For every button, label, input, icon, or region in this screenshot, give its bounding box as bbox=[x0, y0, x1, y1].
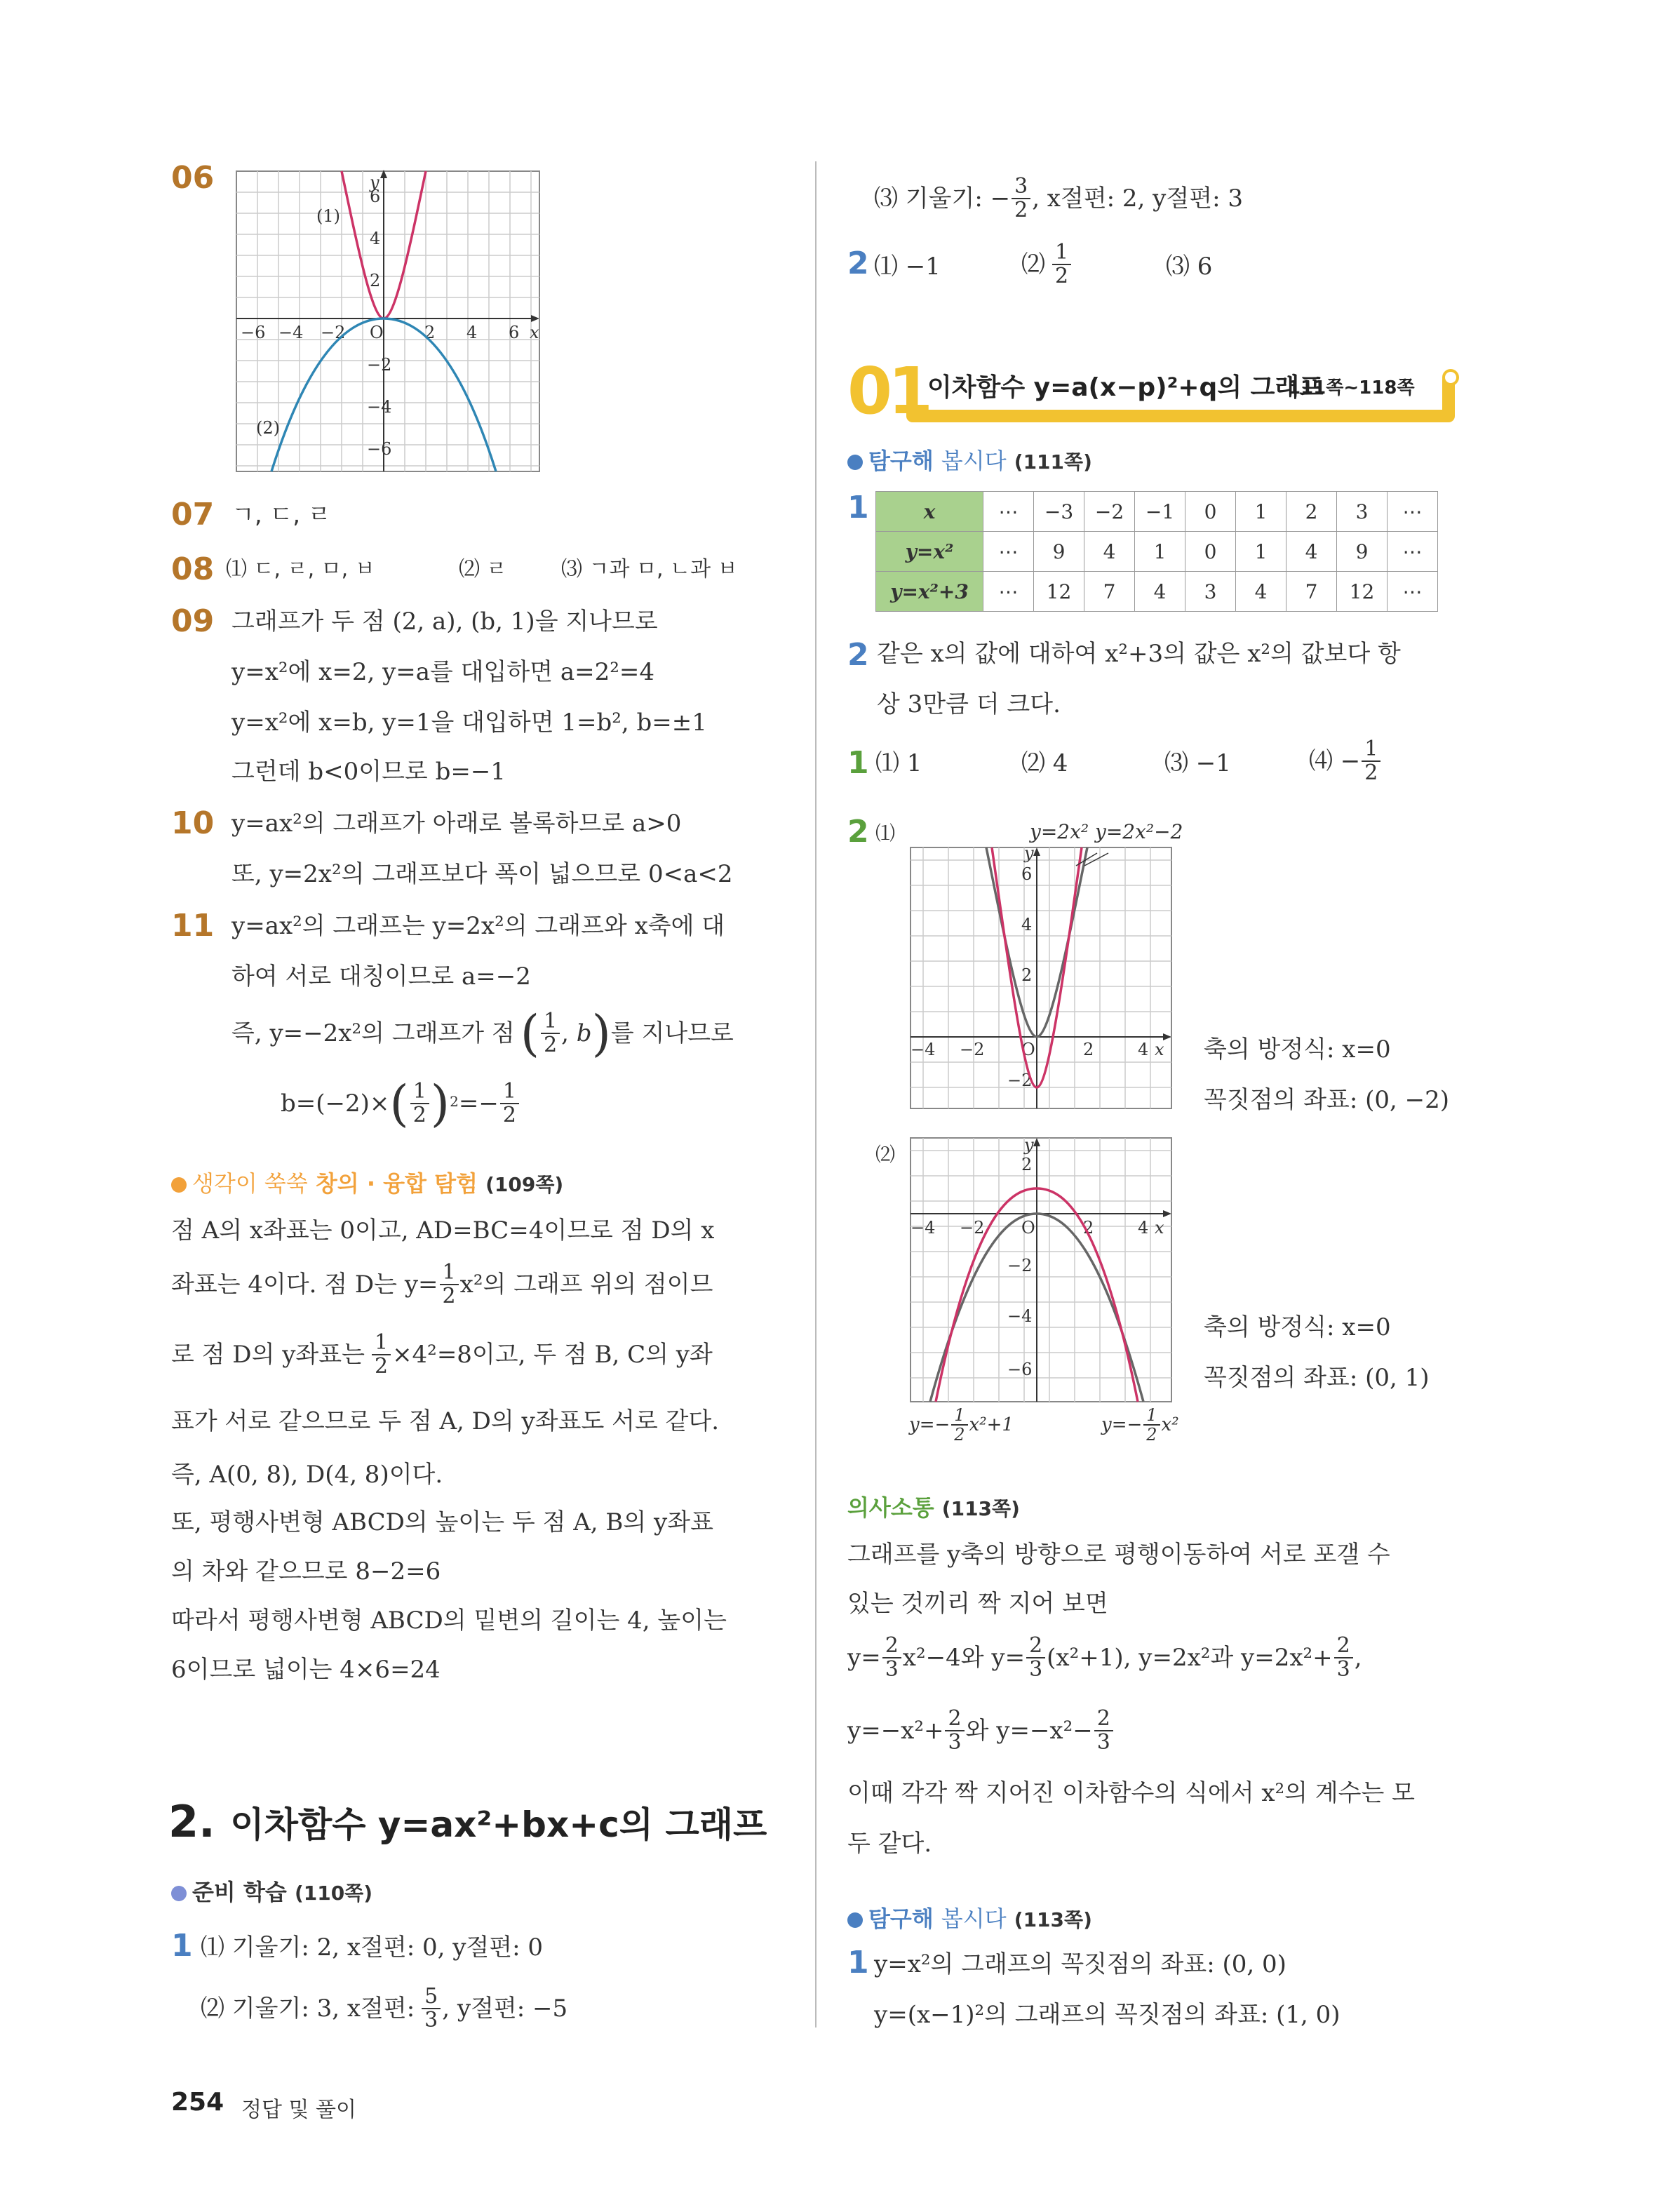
table-cell: ⋯ bbox=[1388, 572, 1438, 612]
ex2-graph2 bbox=[909, 1137, 1176, 1403]
explore2-line2: y=(x−1)²의 그래프의 꼭짓점의 좌표: (1, 0) bbox=[874, 2001, 1341, 2029]
q07-answer: ㄱ, ㄷ, ㄹ bbox=[231, 501, 331, 529]
svg-text:x: x bbox=[1155, 1218, 1164, 1238]
svg-text:2: 2 bbox=[1021, 965, 1033, 985]
table-cell: 4 bbox=[1236, 572, 1286, 612]
svg-text:−6: −6 bbox=[367, 439, 392, 459]
explore2-line1: y=x²의 그래프의 꼭짓점의 좌표: (0, 0) bbox=[874, 1950, 1286, 1978]
table-row bbox=[876, 572, 1438, 612]
table-cell: 1 bbox=[1135, 532, 1185, 572]
table-cell: 12 bbox=[1034, 572, 1084, 612]
table-cell: 1 bbox=[1236, 492, 1286, 532]
svg-text:2: 2 bbox=[424, 323, 436, 342]
q11-number: 11 bbox=[171, 908, 215, 944]
creative-title: 생각이 쑥쑥 창의 · 융합 탐험 (109쪽) bbox=[171, 1166, 563, 1198]
fraction-one-half: $\frac{1}{2}$ bbox=[410, 1080, 429, 1127]
q10-line2: 또, y=2x²의 그래프보다 폭이 넓으므로 0<a<2 bbox=[231, 860, 733, 888]
svg-text:y: y bbox=[1024, 1137, 1034, 1155]
table-cell: 9 bbox=[1034, 532, 1084, 572]
q06-number: 06 bbox=[171, 160, 215, 196]
comm-line6: 두 같다. bbox=[847, 1830, 932, 1858]
unit-pages: 111쪽~118쪽 bbox=[1288, 377, 1415, 398]
ex1-c: ⑶ −1 bbox=[1164, 749, 1231, 777]
table-cell: ⋯ bbox=[983, 532, 1034, 572]
svg-text:4: 4 bbox=[1138, 1040, 1149, 1059]
footer-page-number: 254 bbox=[171, 2088, 224, 2117]
table-cell: 7 bbox=[1084, 572, 1135, 612]
svg-text:−2: −2 bbox=[960, 1040, 985, 1059]
prep-title: 준비 학습 (110쪽) bbox=[171, 1875, 372, 1907]
svg-text:−4: −4 bbox=[278, 323, 304, 342]
table-cell: 0 bbox=[1185, 492, 1236, 532]
svg-text:(1): (1) bbox=[316, 206, 340, 226]
table-cell: 2 bbox=[1286, 492, 1337, 532]
svg-text:y: y bbox=[370, 173, 379, 192]
q09-line2: y=x²에 x=2, y=a를 대입하면 a=2²=4 bbox=[231, 658, 655, 686]
svg-text:−2: −2 bbox=[1007, 1071, 1033, 1090]
q09-number: 09 bbox=[171, 603, 215, 639]
q10-line1: y=ax²의 그래프가 아래로 볼록하므로 a>0 bbox=[231, 810, 682, 838]
svg-text:−2: −2 bbox=[367, 355, 392, 375]
fraction-five-thirds: $\frac{5}{3}$ bbox=[422, 1985, 441, 2032]
fraction-two-thirds: $\frac{2}{3}$ bbox=[1334, 1635, 1353, 1681]
fraction-one-half: $\frac{1}{2}$ bbox=[541, 1010, 560, 1057]
q09-line3: y=x²에 x=b, y=1을 대입하면 1=b², b=±1 bbox=[231, 709, 707, 737]
explore1-q1-number: 1 bbox=[847, 490, 869, 525]
table-cell: 3 bbox=[1185, 572, 1236, 612]
svg-text:4: 4 bbox=[466, 323, 478, 342]
fraction-one-half: $\frac{1}{2}$ bbox=[440, 1261, 459, 1308]
fraction-two-thirds: $\frac{2}{3}$ bbox=[882, 1635, 901, 1681]
ex2-number: 2 bbox=[847, 814, 869, 850]
svg-text:6: 6 bbox=[509, 323, 520, 342]
prep-q2-number: 2 bbox=[847, 246, 869, 281]
creative-line4: 표가 서로 같으므로 두 점 A, D의 y좌표도 서로 같다. bbox=[171, 1407, 720, 1435]
ex2-graph1-axis: 축의 방정식: x=0 bbox=[1204, 1035, 1391, 1064]
q11-line4: b=(−2)× ( $\frac{1}{2}$ ) 2 =− $\frac{1}{2}$ bbox=[281, 1080, 520, 1127]
explore1-title: 탐구해 봅시다 (111쪽) bbox=[847, 443, 1092, 476]
ex2-graph1 bbox=[909, 846, 1176, 1113]
prep-number: 1 bbox=[171, 1928, 193, 1964]
fraction-one-half: $\frac{1}{2}$ bbox=[951, 1406, 967, 1444]
svg-text:(2): (2) bbox=[256, 418, 280, 438]
prep-part1: ⑴ 기울기: 2, x절편: 0, y절편: 0 bbox=[201, 1933, 544, 1962]
prep-q2-c: ⑶ 6 bbox=[1166, 253, 1213, 281]
svg-text:−6: −6 bbox=[1007, 1360, 1033, 1379]
svg-text:O: O bbox=[370, 323, 384, 342]
explore1-q2-line2: 상 3만큼 더 크다. bbox=[877, 690, 1061, 718]
column-divider bbox=[815, 161, 817, 2027]
svg-text:−2: −2 bbox=[321, 323, 346, 342]
ex1-b: ⑵ 4 bbox=[1021, 749, 1068, 777]
ex2-part2-label: ⑵ bbox=[875, 1143, 896, 1166]
svg-text:−4: −4 bbox=[367, 397, 392, 417]
ex2-graph2-vertex: 꼭짓점의 좌표: (0, 1) bbox=[1204, 1364, 1430, 1392]
prep-q2-b: ⑵ $\frac{1}{2}$ bbox=[1021, 241, 1073, 288]
banner-underline bbox=[906, 410, 1453, 422]
table-cell: −3 bbox=[1034, 492, 1084, 532]
svg-text:x: x bbox=[530, 323, 539, 342]
table-row-header: y=x² bbox=[876, 532, 983, 572]
table-cell: 3 bbox=[1337, 492, 1388, 532]
table-cell: 12 bbox=[1337, 572, 1388, 612]
fraction-one-half: $\frac{1}{2}$ bbox=[1143, 1406, 1160, 1444]
svg-text:−6: −6 bbox=[241, 323, 266, 342]
svg-text:2: 2 bbox=[1083, 1040, 1094, 1059]
table-cell: −1 bbox=[1135, 492, 1185, 532]
ex2-graph2-axis: 축의 방정식: x=0 bbox=[1204, 1313, 1391, 1341]
creative-line2: 좌표는 4이다. 점 D는 y= $\frac{1}{2}$ x²의 그래프 위의 점이므 bbox=[171, 1260, 713, 1308]
fraction-two-thirds: $\frac{2}{3}$ bbox=[1094, 1708, 1113, 1754]
q08-part3: ⑶ ㄱ과 ㅁ, ㄴ과 ㅂ bbox=[561, 557, 738, 582]
svg-text:O: O bbox=[1021, 1040, 1035, 1059]
svg-text:2: 2 bbox=[1021, 1155, 1033, 1174]
svg-text:O: O bbox=[1021, 1218, 1035, 1238]
section-2-heading: 2. 이차함수 y=ax²+bx+c의 그래프 bbox=[168, 1796, 767, 1847]
ex2-graph2-label-left: y=− $\frac{1}{2}$ x²+1 bbox=[909, 1405, 1014, 1444]
table-row bbox=[876, 492, 1438, 532]
table-cell: 1 bbox=[1236, 532, 1286, 572]
svg-text:4: 4 bbox=[1138, 1218, 1149, 1238]
table-cell: 4 bbox=[1084, 532, 1135, 572]
ex2-graph2-label-right: y=− $\frac{1}{2}$ x² bbox=[1101, 1405, 1179, 1444]
q11-line2: 하여 서로 대칭이므로 a=−2 bbox=[231, 963, 531, 991]
prep-q2-a: ⑴ −1 bbox=[874, 253, 941, 281]
graph-frame bbox=[236, 171, 539, 471]
creative-line1: 점 A의 x좌표는 0이고, AD=BC=4이므로 점 D의 x bbox=[171, 1216, 715, 1245]
svg-text:4: 4 bbox=[370, 229, 381, 248]
svg-text:4: 4 bbox=[1021, 915, 1033, 934]
ex2-graph1-vertex: 꼭짓점의 좌표: (0, −2) bbox=[1204, 1086, 1450, 1114]
creative-line8: 따라서 평행사변형 ABCD의 밑변의 길이는 4, 높이는 bbox=[171, 1607, 727, 1635]
comm-title: 의사소통 (113쪽) bbox=[847, 1494, 1020, 1521]
ex2-part1-label: ⑴ bbox=[875, 822, 896, 845]
svg-text:2: 2 bbox=[1083, 1218, 1094, 1238]
q10-number: 10 bbox=[171, 805, 215, 841]
svg-text:6: 6 bbox=[1021, 864, 1033, 884]
q08-number: 08 bbox=[171, 551, 215, 587]
unit-title: 이차함수 y=a(x−p)²+q의 그래프 bbox=[927, 373, 1324, 402]
svg-text:6: 6 bbox=[370, 187, 381, 206]
banner-circle bbox=[1442, 369, 1459, 386]
svg-text:−4: −4 bbox=[1007, 1306, 1033, 1326]
table-cell: ⋯ bbox=[983, 492, 1034, 532]
explore2-title: 탐구해 봅시다 (113쪽) bbox=[847, 1901, 1092, 1933]
ex1-number: 1 bbox=[847, 745, 869, 781]
fraction-one-half: $\frac{1}{2}$ bbox=[372, 1332, 391, 1378]
q11-line1: y=ax²의 그래프는 y=2x²의 그래프와 x축에 대 bbox=[231, 912, 725, 940]
q06-graph bbox=[235, 167, 544, 476]
unit-banner bbox=[846, 354, 1455, 429]
table-cell: ⋯ bbox=[1388, 532, 1438, 572]
table-cell: ⋯ bbox=[983, 572, 1034, 612]
table-cell: −2 bbox=[1084, 492, 1135, 532]
q09-line4: 그런데 b<0이므로 b=−1 bbox=[231, 758, 506, 786]
table-cell: ⋯ bbox=[1388, 492, 1438, 532]
svg-text:2: 2 bbox=[370, 271, 381, 290]
comm-line2: 있는 것끼리 짝 지어 보면 bbox=[847, 1590, 1108, 1618]
explore1-q2-number: 2 bbox=[847, 637, 869, 673]
prep-part2: ⑵ 기울기: 3, x절편: $\frac{5}{3}$ , y절편: −5 bbox=[201, 1984, 568, 2032]
table-cell: 7 bbox=[1286, 572, 1337, 612]
q11-line3: 즉, y=−2x²의 그래프가 점 ( $\frac{1}{2}$ , b ) 를 지나므로 bbox=[231, 1005, 734, 1062]
table-row-header: y=x²+3 bbox=[876, 572, 983, 612]
table-row bbox=[876, 532, 1438, 572]
value-table bbox=[875, 491, 1438, 612]
comm-line4: y=−x²+ $\frac{2}{3}$ 와 y=−x²− $\frac{2}{3}$ bbox=[847, 1708, 1115, 1754]
prep-part3: ⑶ 기울기: − $\frac{3}{2}$ , x절편: 2, y절편: 3 bbox=[874, 174, 1243, 222]
table-cell: 9 bbox=[1337, 532, 1388, 572]
table-cell: 4 bbox=[1135, 572, 1185, 612]
fraction-two-thirds: $\frac{2}{3}$ bbox=[1026, 1635, 1045, 1681]
creative-line9: 6이므로 넓이는 4×6=24 bbox=[171, 1656, 441, 1684]
q08-part1: ⑴ ㄷ, ㄹ, ㅁ, ㅂ bbox=[226, 557, 375, 582]
creative-line6: 또, 평행사변형 ABCD의 높이는 두 점 A, B의 y좌표 bbox=[171, 1508, 713, 1536]
svg-text:−2: −2 bbox=[960, 1218, 985, 1238]
explore1-q2-line1: 같은 x의 값에 대하여 x²+3의 값은 x²의 값보다 항 bbox=[877, 640, 1401, 668]
unit-number: 01 bbox=[847, 354, 929, 429]
creative-line3: 로 점 D의 y좌표는 $\frac{1}{2}$ ×4²=8이고, 두 점 B, C의 y좌 bbox=[171, 1330, 713, 1379]
comm-line3: y= $\frac{2}{3}$ x²−4와 y= $\frac{2}{3}$ (x²+1), y=2x²과 y=2x²+ $\frac{2}{3}$ , bbox=[847, 1633, 1362, 1682]
fraction-two-thirds: $\frac{2}{3}$ bbox=[945, 1708, 964, 1754]
comm-line1: 그래프를 y축의 방향으로 평행이동하여 서로 포갤 수 bbox=[847, 1541, 1390, 1569]
table-cell: 0 bbox=[1185, 532, 1236, 572]
q07-number: 07 bbox=[171, 497, 215, 532]
creative-line7: 의 차와 같으므로 8−2=6 bbox=[171, 1557, 441, 1586]
svg-text:x: x bbox=[1155, 1040, 1164, 1059]
svg-text:−4: −4 bbox=[911, 1040, 936, 1059]
svg-text:−2: −2 bbox=[1007, 1256, 1033, 1275]
ex1-a: ⑴ 1 bbox=[875, 749, 922, 777]
footer-label: 정답 및 풀이 bbox=[241, 2098, 356, 2122]
q09-line1: 그래프가 두 점 (2, a), (b, 1)을 지나므로 bbox=[231, 608, 658, 636]
comm-line5: 이때 각각 짝 지어진 이차함수의 식에서 x²의 계수는 모 bbox=[847, 1779, 1415, 1807]
fraction-one-half: $\frac{1}{2}$ bbox=[1362, 738, 1380, 784]
svg-text:−4: −4 bbox=[911, 1218, 936, 1238]
explore2-q1-number: 1 bbox=[847, 1945, 869, 1980]
creative-line5: 즉, A(0, 8), D(4, 8)이다. bbox=[171, 1461, 443, 1489]
ex1-d: ⑷ − $\frac{1}{2}$ bbox=[1309, 738, 1382, 784]
svg-text:y: y bbox=[1024, 846, 1034, 863]
q08-part2: ⑵ ㄹ bbox=[459, 557, 507, 582]
ex2-graph1-label: y=2x² y=2x²−2 bbox=[1030, 820, 1183, 843]
fraction-three-halves: $\frac{3}{2}$ bbox=[1012, 175, 1030, 222]
table-row-header: x bbox=[876, 492, 983, 532]
fraction-one-half: $\frac{1}{2}$ bbox=[500, 1080, 519, 1127]
fraction-one-half: $\frac{1}{2}$ bbox=[1052, 241, 1071, 288]
table-cell: 4 bbox=[1286, 532, 1337, 572]
